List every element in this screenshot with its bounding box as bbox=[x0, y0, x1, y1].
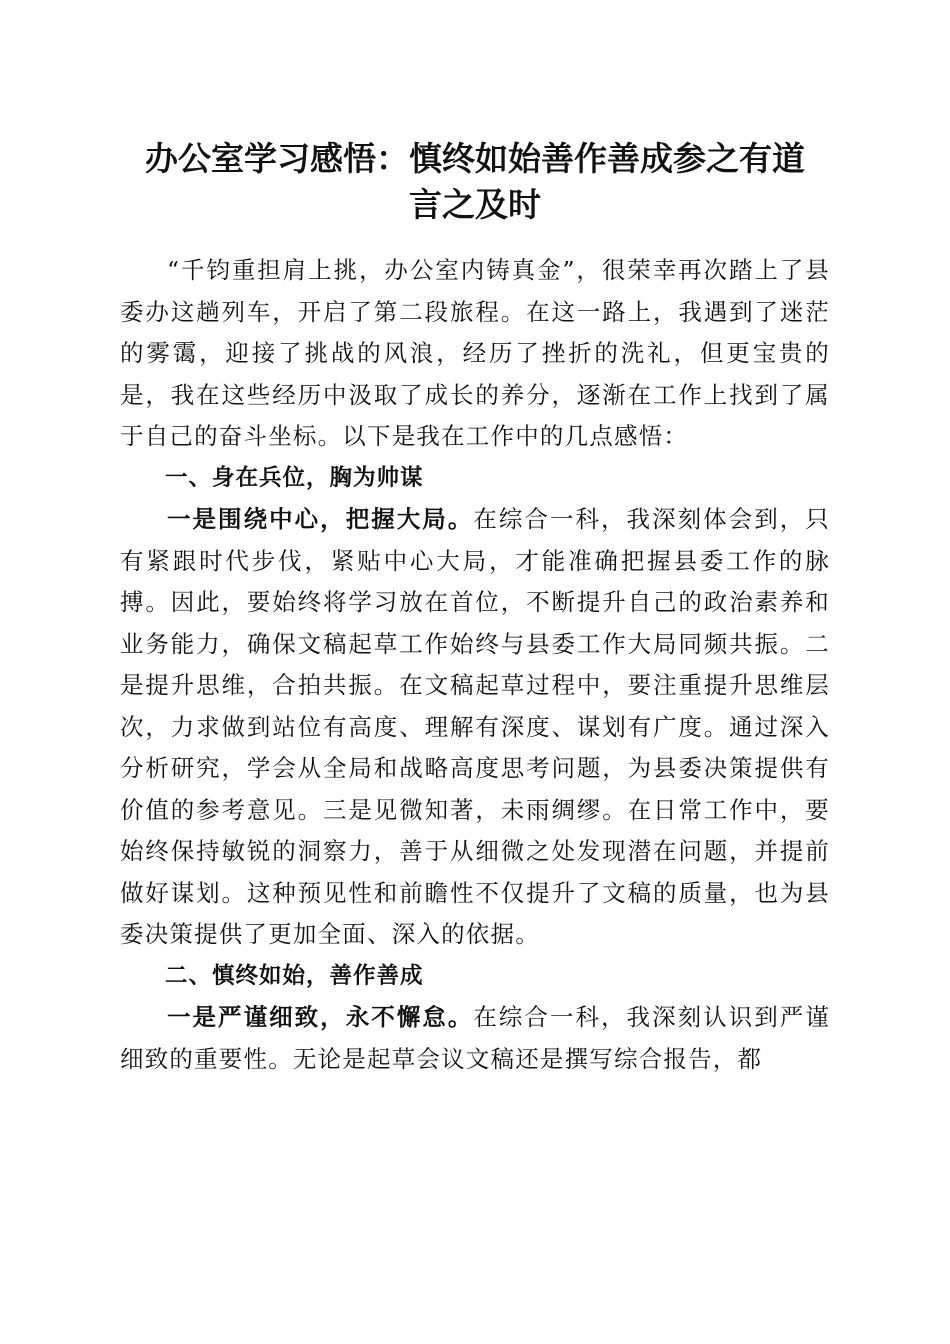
title-line-2: 言之及时 bbox=[409, 185, 541, 224]
section-1-paragraph bbox=[120, 499, 830, 956]
section-2-lead: 一是严谨细致，永不懈怠。 bbox=[167, 1003, 474, 1031]
intro-paragraph: “千钧重担肩上挑，办公室内铸真金”，很荣幸再次踏上了县委办这趟列车，开启了第二段旅程。在这一路上，我遇到了迷茫的雾霭，迎接了挑战的风浪，经历了挫折的洗礼，但更宝贵的是，我在这些经历中汲取了成长的养分，逐渐在工作上找到了属于自己的奋斗坐标。以下是我在工作中的几点感悟： bbox=[120, 256, 830, 450]
section-heading-2: 二、慎终如始，善作善成 bbox=[165, 962, 424, 989]
section-2-text: 在综合一科，我深刻认识到严谨细致的重要性。无论是起草会议文稿还是撰写综合报告，都 bbox=[120, 1003, 830, 1073]
section-1-text: 在综合一科，我深刻体会到，只有紧跟时代步伐，紧贴中心大局，才能准确把握县委工作的脉搏。因此，要始终将学习放在首位，不断提升自己的政治素养和业务能力，确保文稿起草工作始终与县委工作大局同频共振。二是提升思维，合拍共振。在文稿起草过程中，要注重提升思维层次，力求做到站位有高度、理解有深度、谋划有广度。通过深入分析研究，学会从全局和战略高度思考问题，为县委决策提供有价值的参考意见。三是见微知著，未雨绸缪。在日常工作中，要始终保持敏锐的洞察力，善于从细微之处发现潜在问题，并提前做好谋划。这种预见性和前瞻性不仅提升了文稿的质量，也为县委决策提供了更加全面、深入的依据。 bbox=[120, 505, 830, 948]
title-line-1: 办公室学习感悟：慎终如始善作善成参之有道 bbox=[145, 139, 805, 178]
document-body bbox=[120, 250, 830, 1080]
section-1-lead: 一是围绕中心，把握大局。 bbox=[167, 505, 474, 533]
section-heading-1: 一、身在兵位，胸为帅谋 bbox=[165, 464, 424, 491]
document-title bbox=[110, 136, 840, 228]
section-2-paragraph bbox=[120, 997, 830, 1080]
